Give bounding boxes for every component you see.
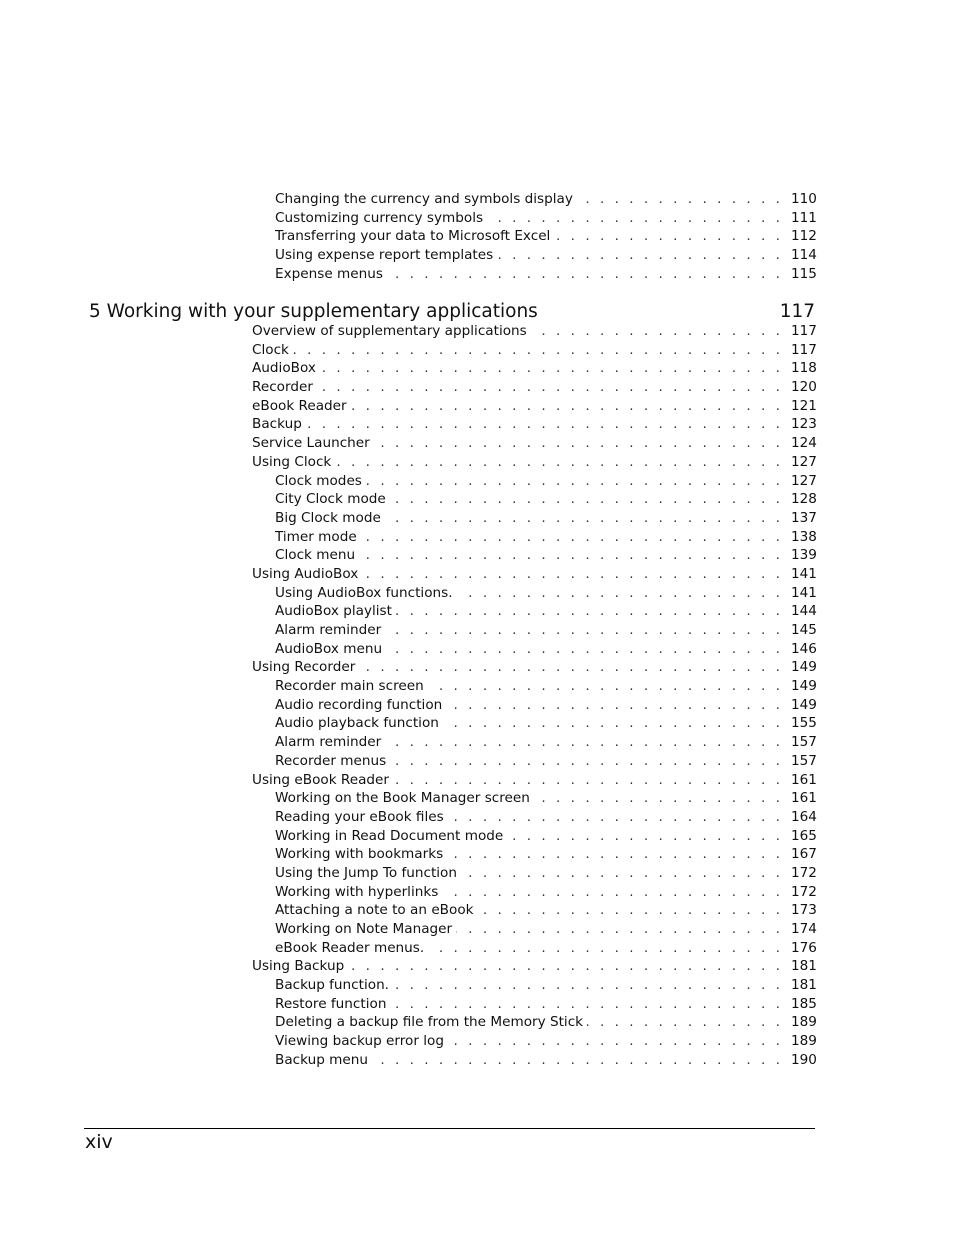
dot-leader	[531, 322, 783, 341]
toc-entry[interactable]	[252, 696, 815, 715]
toc-entry-label: Using Recorder	[252, 659, 356, 676]
toc-entry-page-number: 161	[791, 771, 817, 788]
toc-entry[interactable]	[252, 359, 815, 378]
dot-leader	[293, 341, 783, 360]
toc-entry-page-number: 121	[791, 397, 817, 414]
dot-leader	[428, 677, 783, 696]
toc-entry-label: Audio playback function	[275, 715, 439, 732]
toc-entry-label: Using eBook Reader	[252, 771, 389, 788]
toc-entry-label: Deleting a backup file from the Memory Stick	[275, 1014, 584, 1031]
toc-entry-label: Using AudioBox	[252, 565, 359, 582]
toc-entry-page-number: 173	[791, 902, 817, 919]
toc-entry[interactable]	[252, 1032, 815, 1051]
dot-leader	[497, 246, 783, 265]
toc-entry[interactable]	[252, 976, 815, 995]
toc-entry[interactable]	[252, 528, 815, 547]
toc-entry-label: Alarm reminder	[275, 734, 382, 751]
toc-entry-page-number: 165	[791, 827, 817, 844]
dot-leader	[366, 472, 783, 491]
toc-entry-page-number: 176	[791, 939, 817, 956]
toc-entry[interactable]	[252, 920, 815, 939]
toc-entry-label: eBook Reader	[252, 397, 347, 414]
toc-entry-page-number: 124	[791, 435, 817, 452]
dot-leader	[359, 658, 783, 677]
dot-leader	[428, 939, 783, 958]
toc-entry[interactable]	[275, 209, 815, 228]
toc-entry-label: Working with bookmarks	[275, 846, 444, 863]
toc-entry[interactable]	[252, 1051, 815, 1070]
toc-entry-page-number: 172	[791, 864, 817, 881]
toc-entry-page-number: 157	[791, 752, 817, 769]
toc-entry[interactable]	[252, 789, 815, 808]
toc-chapter-list	[252, 322, 815, 1070]
toc-entry[interactable]	[252, 1013, 815, 1032]
toc-entry-page-number: 117	[791, 323, 817, 339]
toc-entry[interactable]	[252, 546, 815, 565]
dot-leader	[448, 1032, 783, 1051]
toc-entry-label: Backup	[252, 416, 302, 433]
dot-leader	[448, 808, 783, 827]
toc-entry[interactable]	[252, 901, 815, 920]
toc-entry-page-number: 112	[791, 228, 817, 245]
toc-entry-page-number: 172	[791, 883, 817, 900]
toc-entry-label: Recorder	[252, 379, 313, 396]
toc-entry[interactable]	[252, 509, 815, 528]
dot-leader	[359, 546, 783, 565]
toc-entry-label: Working on the Book Manager screen	[275, 790, 530, 807]
toc-entry[interactable]	[252, 714, 815, 733]
dot-leader	[385, 733, 783, 752]
toc-entry[interactable]	[252, 677, 815, 696]
toc-entry-page-number: 117	[791, 341, 817, 358]
dot-leader	[385, 509, 783, 528]
toc-entry[interactable]	[252, 939, 815, 958]
dot-leader	[348, 957, 783, 976]
toc-entry-label: Using AudioBox functions.	[275, 584, 453, 601]
toc-entry-page-number: 137	[791, 509, 817, 526]
toc-entry-label: Working on Note Manager	[275, 921, 453, 937]
toc-entry-label: Working in Read Document mode	[275, 827, 504, 844]
toc-entry-page-number: 127	[791, 472, 817, 489]
toc-entry[interactable]	[275, 190, 815, 209]
toc-entry-label: Restore function	[275, 995, 387, 1012]
toc-entry[interactable]	[252, 864, 815, 883]
toc-entry[interactable]	[252, 472, 815, 491]
toc-entry-label: Clock menu	[275, 547, 356, 564]
toc-entry-page-number: 115	[791, 265, 817, 282]
toc-entry-page-number: 157	[791, 734, 817, 751]
chapter-page-number: 117	[779, 301, 815, 322]
toc-entry[interactable]	[252, 658, 815, 677]
dot-leader	[456, 920, 783, 939]
toc-entry[interactable]	[252, 341, 815, 360]
dot-leader	[446, 696, 783, 715]
toc-entry-page-number: 123	[791, 416, 817, 433]
toc-entry[interactable]	[252, 827, 815, 846]
dot-leader	[390, 490, 783, 509]
toc-entry-label: Attaching a note to an eBook	[275, 902, 474, 919]
dot-leader	[386, 640, 783, 659]
toc-entry-page-number: 128	[791, 491, 817, 508]
toc-entry[interactable]	[275, 227, 815, 246]
toc-entry-label: City Clock mode	[275, 491, 386, 508]
dot-leader	[554, 227, 783, 246]
toc-entry[interactable]	[252, 602, 815, 621]
chapter-title: 5 Working with your supplementary applications	[89, 301, 538, 322]
toc-entry-page-number: 189	[791, 1014, 817, 1031]
dot-leader	[457, 584, 783, 603]
toc-entry[interactable]	[275, 246, 815, 265]
toc-entry-label: eBook Reader menus.	[275, 939, 425, 956]
dot-leader	[374, 434, 783, 453]
toc-entry-page-number: 149	[791, 696, 817, 713]
dot-leader	[390, 995, 783, 1014]
dot-leader	[387, 265, 783, 284]
toc-entry-page-number: 110	[791, 191, 817, 207]
toc-entry-label: Changing the currency and symbols display	[275, 191, 573, 207]
dot-leader	[393, 976, 783, 995]
toc-entry-label: Using the Jump To function	[275, 864, 457, 881]
toc-entry-page-number: 144	[791, 603, 817, 620]
toc-entry-page-number: 149	[791, 678, 817, 695]
toc-entry-label: AudioBox	[252, 360, 316, 377]
toc-entry-label: Recorder main screen	[275, 678, 424, 695]
toc-entry[interactable]	[252, 640, 815, 659]
toc-entry-page-number: 174	[791, 921, 817, 937]
toc-entry[interactable]	[252, 808, 815, 827]
toc-entry-label: Backup menu	[275, 1051, 368, 1068]
dot-leader	[447, 845, 783, 864]
dot-leader	[372, 1051, 783, 1070]
toc-entry-page-number: 127	[791, 453, 817, 470]
toc-entry-page-number: 167	[791, 846, 817, 863]
toc-entry[interactable]	[252, 995, 815, 1014]
toc-entry[interactable]	[252, 621, 815, 640]
dot-leader	[478, 901, 783, 920]
toc-entry[interactable]	[275, 265, 815, 284]
toc-entry-label: Clock	[252, 341, 289, 358]
toc-entry[interactable]	[252, 771, 815, 790]
toc-entry-label: Service Launcher	[252, 435, 370, 452]
toc-entry-page-number: 145	[791, 622, 817, 638]
toc-continued-list	[275, 190, 815, 283]
dot-leader	[534, 789, 783, 808]
toc-entry[interactable]	[252, 378, 815, 397]
dot-leader	[390, 752, 783, 771]
toc-entry-label: Clock modes	[275, 472, 362, 489]
toc-entry-page-number: 149	[791, 659, 817, 676]
dot-leader	[351, 397, 783, 416]
toc-entry[interactable]	[252, 397, 815, 416]
dot-leader	[443, 714, 783, 733]
toc-entry-label: AudioBox playlist	[275, 603, 392, 620]
footer-rule	[84, 1128, 815, 1129]
toc-entry-page-number: 185	[791, 995, 817, 1012]
toc-entry-label: Viewing backup error log	[275, 1033, 445, 1050]
toc-entry-label: Big Clock mode	[275, 509, 381, 526]
toc-entry[interactable]	[252, 733, 815, 752]
dot-leader	[361, 528, 783, 547]
toc-entry[interactable]	[252, 322, 815, 341]
toc-entry-page-number: 139	[791, 547, 817, 564]
toc-entry-page-number: 120	[791, 379, 817, 396]
toc-entry-label: Overview of supplementary applications	[252, 323, 527, 339]
dot-leader	[461, 864, 783, 883]
toc-entry[interactable]	[252, 565, 815, 584]
toc-entry-page-number: 161	[791, 790, 817, 807]
dot-leader	[385, 621, 783, 640]
toc-entry[interactable]	[252, 490, 815, 509]
page-folio: xiv	[85, 1131, 113, 1153]
toc-entry-page-number: 118	[791, 360, 817, 377]
toc-entry-label: Customizing currency symbols	[275, 209, 484, 226]
toc-entry-label: Using expense report templates	[275, 247, 494, 264]
dot-leader	[507, 827, 783, 846]
toc-entry-label: Reading your eBook files	[275, 808, 444, 825]
toc-entry[interactable]	[252, 883, 815, 902]
toc-entry-page-number: 146	[791, 640, 817, 657]
toc-entry-label: AudioBox menu	[275, 640, 383, 657]
toc-entry-page-number: 141	[791, 565, 817, 582]
toc-entry[interactable]	[252, 752, 815, 771]
dot-leader	[577, 190, 783, 209]
toc-entry-label: Working with hyperlinks	[275, 883, 439, 900]
toc-entry[interactable]	[252, 415, 815, 434]
dot-leader	[362, 565, 783, 584]
toc-entry-page-number: 181	[791, 977, 817, 994]
toc-entry-page-number: 189	[791, 1033, 817, 1050]
toc-entry[interactable]	[252, 957, 815, 976]
toc-entry-page-number: 114	[791, 247, 817, 264]
toc-entry-page-number: 141	[791, 584, 817, 601]
toc-entry-label: Using Backup	[252, 958, 345, 975]
dot-leader	[393, 771, 783, 790]
toc-entry-label: Expense menus	[275, 265, 383, 282]
toc-entry-label: Backup function.	[275, 977, 390, 994]
dot-leader	[320, 359, 783, 378]
toc-entry[interactable]	[252, 584, 815, 603]
toc-entry-page-number: 155	[791, 715, 817, 732]
chapter-heading[interactable]	[89, 300, 815, 324]
toc-entry-label: Audio recording function	[275, 696, 443, 713]
dot-leader	[487, 209, 783, 228]
toc-entry-page-number: 181	[791, 958, 817, 975]
toc-entry[interactable]	[252, 434, 815, 453]
toc-entry-page-number: 138	[791, 528, 817, 545]
toc-entry-label: Alarm reminder	[275, 622, 382, 638]
dot-leader	[306, 415, 783, 434]
dot-leader	[442, 883, 783, 902]
toc-entry-label: Using Clock	[252, 453, 332, 470]
toc-entry-page-number: 111	[791, 209, 817, 226]
toc-entry-label: Timer mode	[275, 528, 357, 545]
dot-leader	[587, 1013, 783, 1032]
dot-leader	[396, 602, 783, 621]
toc-entry[interactable]	[252, 453, 815, 472]
toc-entry-page-number: 164	[791, 808, 817, 825]
toc-entry-label: Transferring your data to Microsoft Excel	[275, 228, 551, 245]
toc-entry-page-number: 190	[791, 1051, 817, 1068]
toc-entry[interactable]	[252, 845, 815, 864]
dot-leader	[317, 378, 783, 397]
toc-entry-label: Recorder menus	[275, 752, 387, 769]
dot-leader	[335, 453, 783, 472]
